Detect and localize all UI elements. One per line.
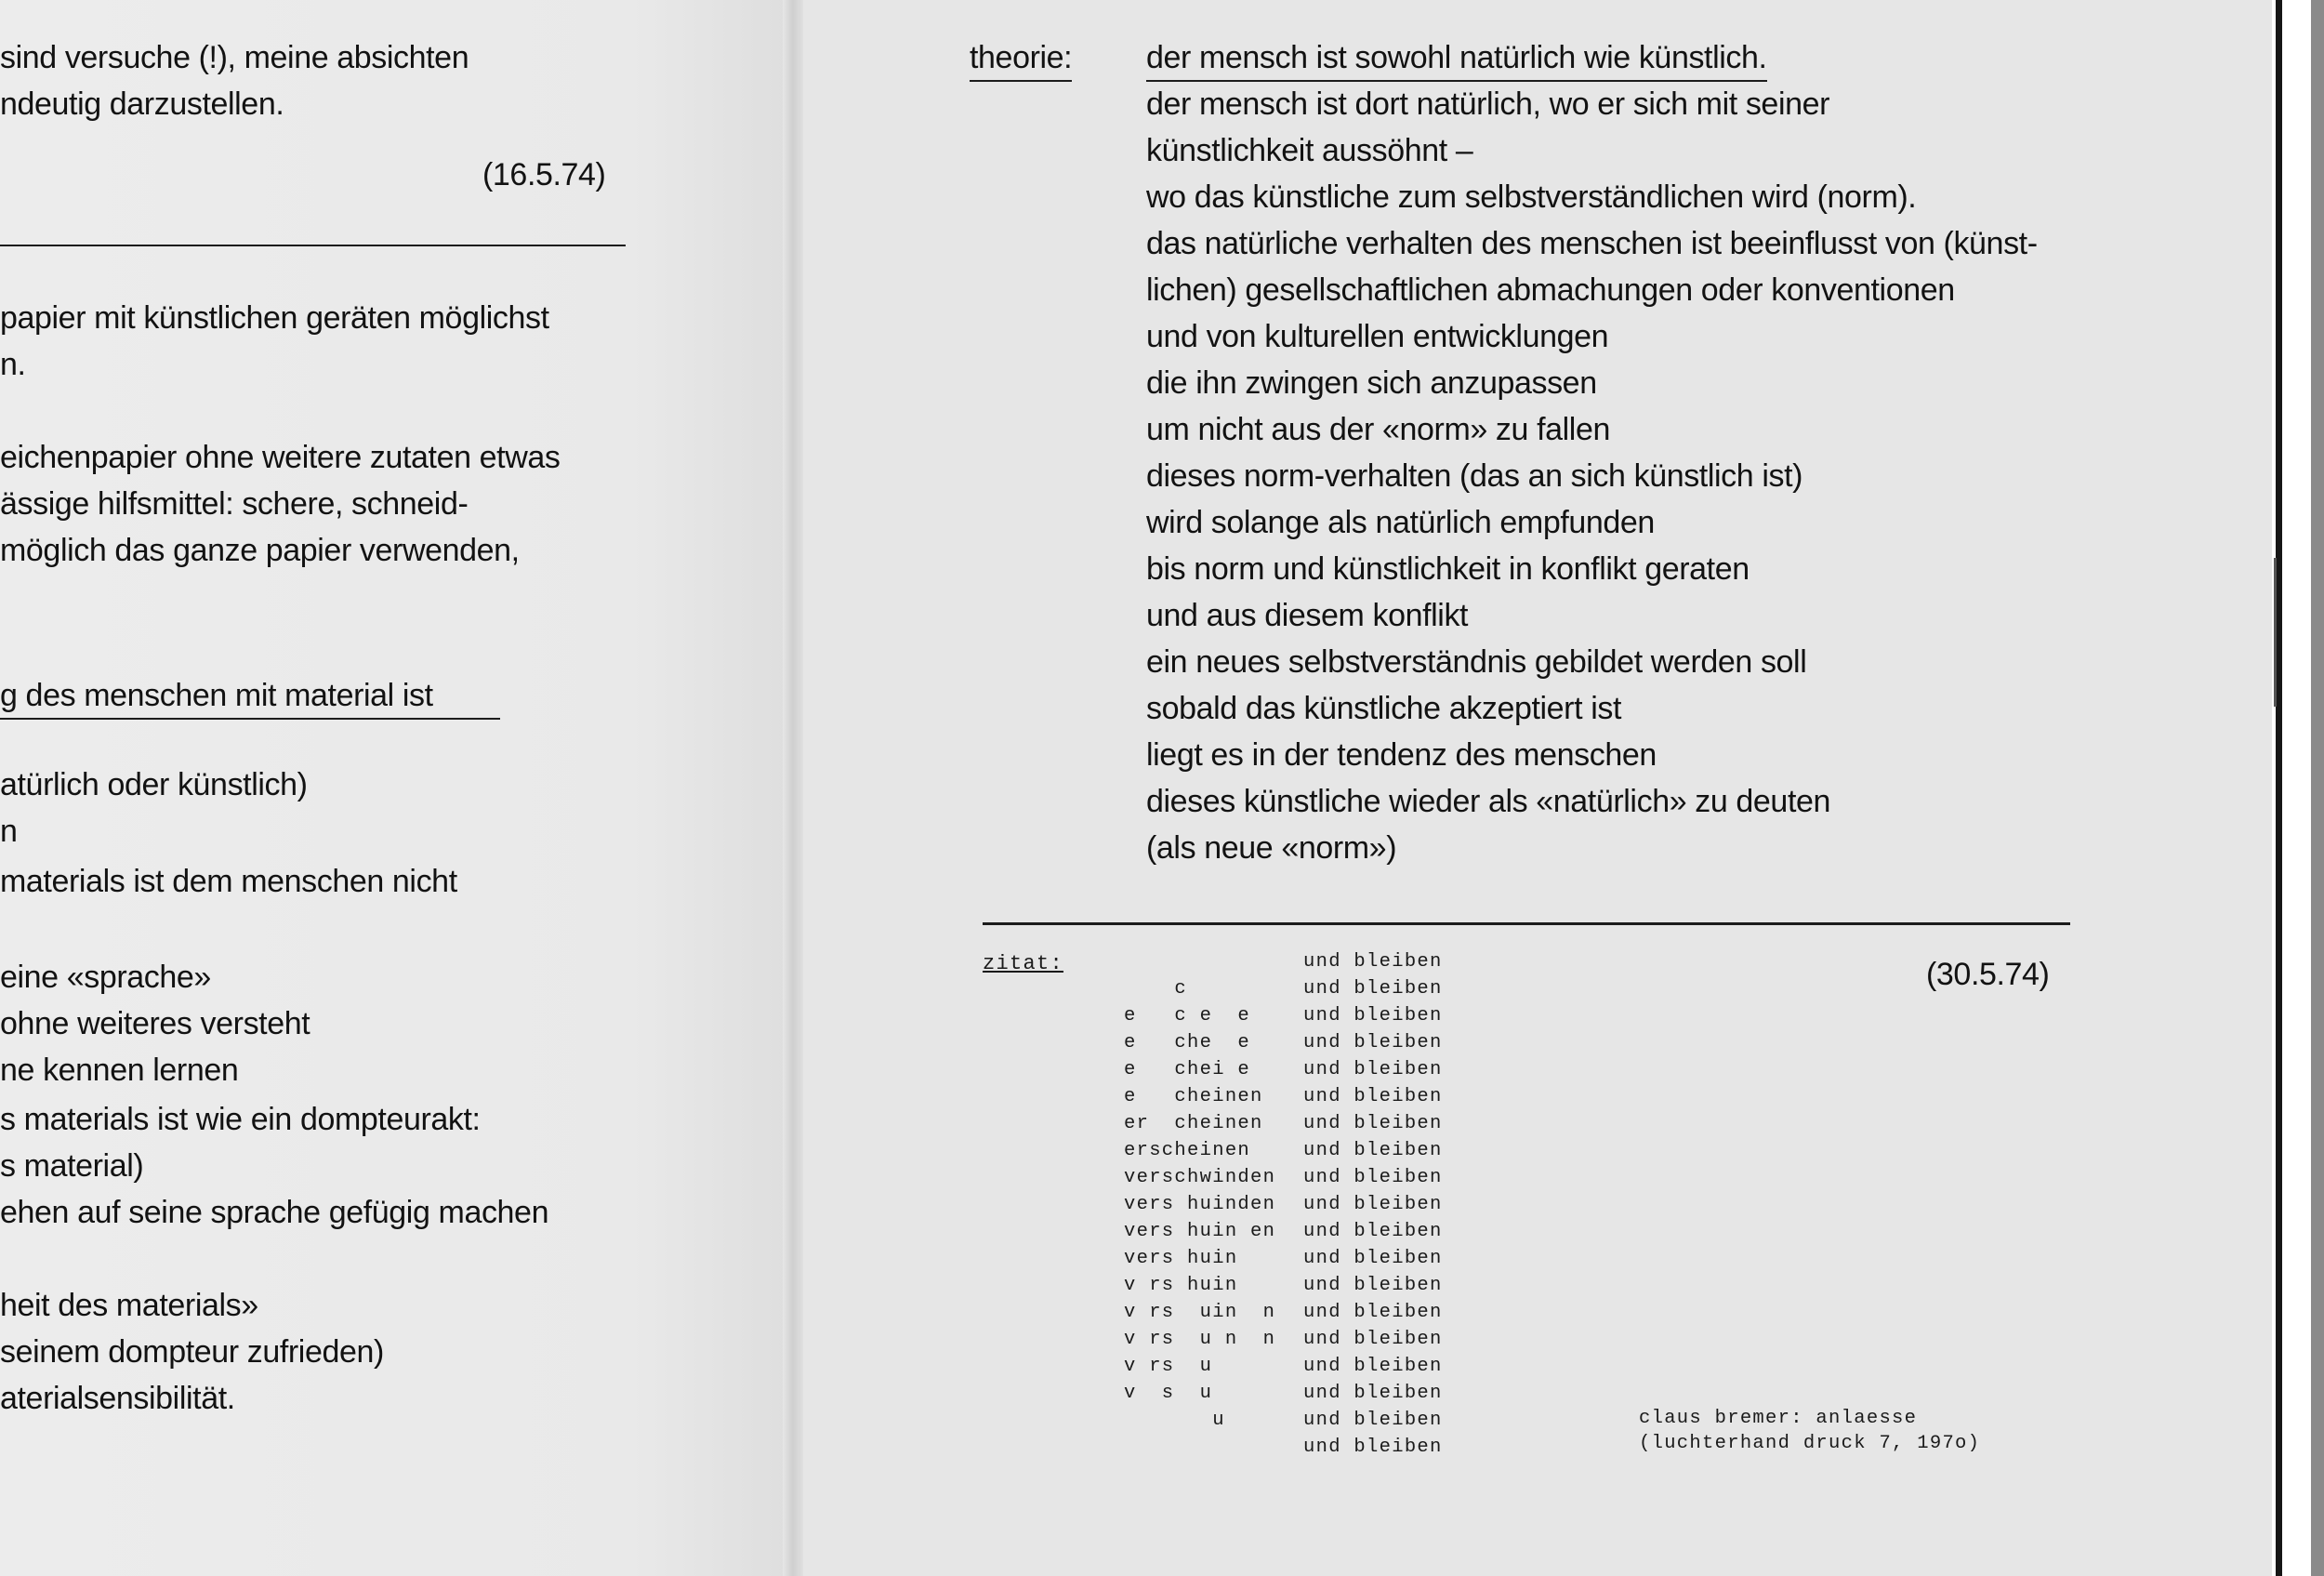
poem-line: e c e e [1124,1005,1251,1026]
left-text-line: materials ist dem menschen nicht [0,864,457,899]
left-text-line: ässige hilfsmittel: schere, schneid- [0,486,469,522]
left-text-line: aterialsensibilität. [0,1381,235,1416]
poem-refrain: und bleiben [1303,951,1443,973]
poem-line: v rs uin n [1124,1302,1276,1323]
poem-refrain: und bleiben [1303,1167,1443,1188]
poem-line: erscheinen [1124,1140,1251,1161]
theory-line: der mensch ist dort natürlich, wo er sich mit seiner [1146,86,1830,122]
poem-refrain: und bleiben [1303,1113,1443,1134]
background-edge [2311,0,2324,1576]
left-text-line: ehen auf seine sprache gefügig machen [0,1195,549,1230]
left-divider [0,245,626,246]
poem-refrain: und bleiben [1303,978,1443,1000]
poem-refrain: und bleiben [1303,1221,1443,1242]
theory-line: wo das künstliche zum selbstverständlichen wird (norm). [1146,179,1917,215]
book-gutter [783,0,805,1576]
poem-refrain: und bleiben [1303,1275,1443,1296]
theory-line: sobald das künstliche akzeptiert ist [1146,691,1621,726]
left-text-line: heit des materials» [0,1288,258,1323]
poem-line: v rs u n n [1124,1329,1276,1350]
poem-refrain: und bleiben [1303,1032,1443,1053]
poem-line: er cheinen [1124,1113,1263,1134]
left-text-line: atürlich oder künstlich) [0,767,308,802]
quote-divider [983,922,2070,925]
left-text-line: möglich das ganze papier verwenden, [0,533,520,568]
quote-label: zitat: [983,952,1064,975]
left-text-line: eine «sprache» [0,960,211,995]
poem-line: e cheinen [1124,1086,1263,1107]
theory-line: die ihn zwingen sich anzupassen [1146,365,1597,401]
poem-line: vers huinden [1124,1194,1276,1215]
theory-line: das natürliche verhalten des menschen ist beeinflusst von (künst- [1146,226,2038,261]
theory-line: um nicht aus der «norm» zu fallen [1146,412,1610,447]
left-text-line: sind versuche (!), meine absichten [0,40,469,75]
left-text-line: papier mit künstlichen geräten möglichst [0,300,549,336]
quote-date: (30.5.74) [1926,957,2050,992]
theory-line: liegt es in der tendenz des menschen [1146,737,1657,773]
left-text-line: n. [0,347,26,382]
poem-line: vers huin [1124,1248,1238,1269]
edge-mark [2274,558,2277,707]
left-text-line: seinem dompteur zufrieden) [0,1334,384,1370]
left-text-line: ne kennen lernen [0,1053,239,1088]
left-text-line: n [0,814,18,849]
poem-line: u [1124,1410,1225,1431]
theory-line: künstlichkeit aussöhnt – [1146,133,1473,168]
poem-line: v rs u [1124,1356,1213,1377]
poem-refrain: und bleiben [1303,1248,1443,1269]
left-text-line: eichenpapier ohne weitere zutaten etwas [0,440,561,475]
theory-label: theorie: [970,39,1072,82]
poem-refrain: und bleiben [1303,1194,1443,1215]
theory-title: der mensch ist sowohl natürlich wie künstlich. [1146,39,1767,82]
citation-line: (luchterhand druck 7, 197o) [1639,1433,1981,1454]
poem-refrain: und bleiben [1303,1086,1443,1107]
left-heading-underline [0,718,500,720]
poem-refrain: und bleiben [1303,1005,1443,1026]
poem-line: c [1124,978,1188,1000]
poem-refrain: und bleiben [1303,1302,1443,1323]
poem-line: v s u [1124,1383,1213,1404]
theory-line: und von kulturellen entwicklungen [1146,319,1609,354]
poem-line: verschwinden [1124,1167,1276,1188]
theory-line: bis norm und künstlichkeit in konflikt geraten [1146,551,1750,587]
left-date: (16.5.74) [482,157,606,192]
poem-refrain: und bleiben [1303,1437,1443,1458]
poem-line: e che e [1124,1032,1251,1053]
theory-line: ein neues selbstverständnis gebildet werden soll [1146,644,1807,680]
left-text-line: s materials ist wie ein dompteurakt: [0,1102,481,1137]
poem-refrain: und bleiben [1303,1140,1443,1161]
poem-line: vers huin en [1124,1221,1276,1242]
poem-refrain: und bleiben [1303,1059,1443,1080]
left-text-line: s material) [0,1148,144,1184]
theory-line: dieses künstliche wieder als «natürlich» zu deuten [1146,784,1831,819]
poem-line: e chei e [1124,1059,1251,1080]
theory-line: (als neue «norm») [1146,830,1397,866]
theory-line: und aus diesem konflikt [1146,598,1469,633]
poem-line: v rs huin [1124,1275,1238,1296]
theory-line: dieses norm-verhalten (das an sich künstlich ist) [1146,458,1803,494]
poem-refrain: und bleiben [1303,1356,1443,1377]
left-text-line: ohne weiteres versteht [0,1006,310,1041]
citation-line: claus bremer: anlaesse [1639,1408,1918,1429]
left-heading: g des menschen mit material ist [0,678,433,713]
poem-refrain: und bleiben [1303,1329,1443,1350]
poem-refrain: und bleiben [1303,1410,1443,1431]
left-text-line: ndeutig darzustellen. [0,86,284,122]
theory-line: lichen) gesellschaftlichen abmachungen oder konventionen [1146,272,1955,308]
page-edge-line [2276,0,2282,1576]
poem-refrain: und bleiben [1303,1383,1443,1404]
theory-line: wird solange als natürlich empfunden [1146,505,1655,540]
